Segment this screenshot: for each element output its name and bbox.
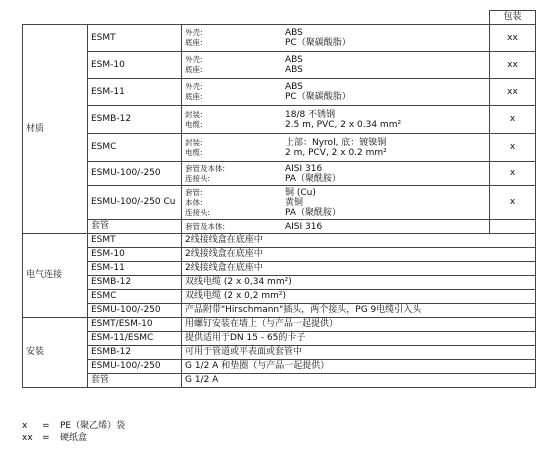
material-line-label: 套管及本体:	[185, 221, 226, 231]
electrical-row	[23, 304, 536, 318]
material-line-value: ABS	[285, 82, 303, 92]
electrical-description: 2线接线盒在底座中	[182, 262, 536, 276]
material-category: 材质	[23, 25, 88, 234]
material-line-value: 黄铜	[285, 197, 304, 208]
material-line-value: 上部：Nyrol, 底：镀镍铜	[285, 137, 387, 148]
material-line-value: PC（聚碳酸脂）	[285, 92, 351, 102]
electrical-model: ESMB-12	[88, 276, 182, 290]
electrical-row	[23, 276, 536, 290]
material-line-label: 封装:	[185, 109, 203, 119]
material-line-value: ABS	[285, 55, 303, 65]
packaging-mark: x	[490, 186, 536, 220]
electrical-row	[23, 290, 536, 304]
packaging-mark: x	[490, 106, 536, 134]
material-line-label: 套管:	[185, 187, 203, 197]
material-line	[185, 174, 486, 184]
legend-text: 硬纸盒	[60, 433, 88, 443]
installation-row	[23, 374, 536, 388]
material-line	[185, 188, 486, 198]
material-model: ESMU-100/-250	[88, 162, 182, 186]
material-detail-lines	[185, 188, 486, 218]
electrical-category: 电气连接	[23, 234, 88, 318]
electrical-model: ESM-11	[88, 262, 182, 276]
installation-category: 安装	[23, 318, 88, 388]
material-line-label: 外壳:	[185, 82, 203, 91]
material-line-label: 连接头:	[185, 207, 211, 217]
material-line	[185, 38, 486, 48]
material-line	[185, 28, 486, 38]
material-row	[23, 25, 536, 52]
material-line	[185, 110, 486, 120]
material-line-label: 外壳:	[185, 28, 203, 37]
installation-model: ESMB-12	[88, 346, 182, 360]
material-line-label: 本体:	[185, 197, 203, 207]
material-detail	[182, 186, 490, 220]
installation-row	[23, 346, 536, 360]
material-line-label: 连接头:	[185, 173, 211, 183]
header-empty-detail	[182, 11, 490, 25]
material-line	[185, 82, 486, 92]
material-detail	[182, 79, 490, 106]
material-row	[23, 106, 536, 134]
material-row	[23, 186, 536, 220]
electrical-model: ESMT	[88, 234, 182, 248]
material-model: ESM-10	[88, 52, 182, 79]
material-line	[185, 55, 486, 65]
material-model: ESM-11	[88, 79, 182, 106]
material-line-label: 封装:	[185, 137, 203, 147]
material-model: ESMB-12	[88, 106, 182, 134]
material-model: ESMU-100/-250 Cu	[88, 186, 182, 220]
electrical-row	[23, 248, 536, 262]
material-model: ESMT	[88, 25, 182, 52]
installation-description: G 1/2 A	[182, 374, 536, 388]
electrical-description: 双线电缆 (2 x 0,2 mm²)	[182, 290, 536, 304]
packaging-mark: x	[490, 134, 536, 162]
material-line	[185, 120, 486, 130]
spec-table-body	[23, 11, 536, 388]
material-line	[185, 148, 486, 158]
material-detail	[182, 134, 490, 162]
material-line-label: 底座:	[185, 65, 203, 74]
electrical-description: 双线电缆 (2 x 0,34 mm²)	[182, 276, 536, 290]
header-empty-category	[23, 11, 88, 25]
material-detail	[182, 52, 490, 79]
material-model: 套管	[88, 220, 182, 234]
material-detail	[182, 162, 490, 186]
material-detail-lines	[185, 222, 486, 232]
legend-equals: =	[42, 433, 50, 443]
material-line	[185, 208, 486, 218]
material-row	[23, 134, 536, 162]
installation-description: G 1/2 A 和垫圈（与产品一起提供）	[182, 360, 536, 374]
packaging-legend	[22, 420, 125, 444]
electrical-model: ESMC	[88, 290, 182, 304]
installation-description: 用螺钉安装在墙上（与产品一起提供）	[182, 318, 536, 332]
material-line	[185, 138, 486, 148]
material-line-value: ABS	[285, 65, 303, 75]
material-line	[185, 198, 486, 208]
electrical-description: 2线接线盒在底座中	[182, 234, 536, 248]
material-line-value: 铜 (Cu)	[285, 187, 316, 198]
material-line-value: 2.5 m, PVC, 2 x 0.34 mm²	[285, 119, 402, 130]
legend-key: xx	[22, 433, 33, 443]
legend-equals: =	[42, 421, 50, 431]
material-row	[23, 52, 536, 79]
legend-row	[22, 420, 125, 432]
material-line-value: ABS	[285, 28, 303, 38]
legend-key: x	[22, 421, 28, 431]
material-detail	[182, 25, 490, 52]
installation-row	[23, 332, 536, 346]
installation-model: ESMT/ESM-10	[88, 318, 182, 332]
installation-row	[23, 360, 536, 374]
header-empty-model	[88, 11, 182, 25]
material-model: ESMC	[88, 134, 182, 162]
electrical-model: ESMU-100/-250	[88, 304, 182, 318]
electrical-description: 产品附带"Hirschmann"插头，两个接头，PG 9电缆引入头	[182, 304, 536, 318]
material-line-value: 18/8 不锈钢	[285, 109, 336, 120]
material-line-label: 底座:	[185, 92, 203, 101]
material-line-label: 外壳:	[185, 55, 203, 64]
packaging-mark: xx	[490, 79, 536, 106]
material-detail-lines	[185, 110, 486, 130]
material-line-value: 2 m, PCV, 2 x 0.2 mm²	[285, 147, 387, 158]
material-line-label: 底座:	[185, 38, 203, 47]
electrical-model: ESM-10	[88, 248, 182, 262]
installation-description: 可用于管道或平表面或套管中	[182, 346, 536, 360]
material-detail	[182, 220, 490, 234]
material-line	[185, 65, 486, 75]
material-detail-lines	[185, 55, 486, 75]
packaging-mark: xx	[490, 52, 536, 79]
installation-row	[23, 318, 536, 332]
spec-table	[22, 10, 536, 388]
material-row	[23, 79, 536, 106]
header-row	[23, 11, 536, 25]
material-row	[23, 220, 536, 234]
material-row	[23, 162, 536, 186]
material-detail-lines	[185, 28, 486, 48]
material-detail-lines	[185, 164, 486, 184]
material-line-value: AISI 316	[285, 163, 323, 174]
electrical-row	[23, 262, 536, 276]
material-line-value: PC（聚碳酸脂）	[285, 38, 351, 48]
legend-text: PE（聚乙烯）袋	[60, 421, 126, 431]
installation-model: 套管	[88, 374, 182, 388]
material-line-value: PA（聚酰胺）	[285, 173, 342, 184]
material-line-label: 电缆:	[185, 119, 203, 129]
installation-model: ESMU-100/-250	[88, 360, 182, 374]
material-line-value: PA（聚酰胺）	[285, 207, 342, 218]
material-detail	[182, 106, 490, 134]
material-line	[185, 222, 486, 232]
material-line-label: 套管及本体:	[185, 163, 226, 173]
packaging-mark: x	[490, 162, 536, 186]
electrical-row	[23, 234, 536, 248]
material-detail-lines	[185, 138, 486, 158]
installation-description: 提供适用于DN 15 - 65的卡子	[182, 332, 536, 346]
material-line-value: AISI 316	[285, 221, 323, 232]
legend-row	[22, 432, 125, 444]
packaging-mark: xx	[490, 25, 536, 52]
packaging-mark	[490, 220, 536, 234]
material-detail-lines	[185, 82, 486, 102]
installation-model: ESM-11/ESMC	[88, 332, 182, 346]
packaging-header: 包装	[490, 11, 536, 25]
electrical-description: 2线接线盒在底座中	[182, 248, 536, 262]
material-line	[185, 164, 486, 174]
material-line-label: 电缆:	[185, 147, 203, 157]
material-line	[185, 92, 486, 102]
